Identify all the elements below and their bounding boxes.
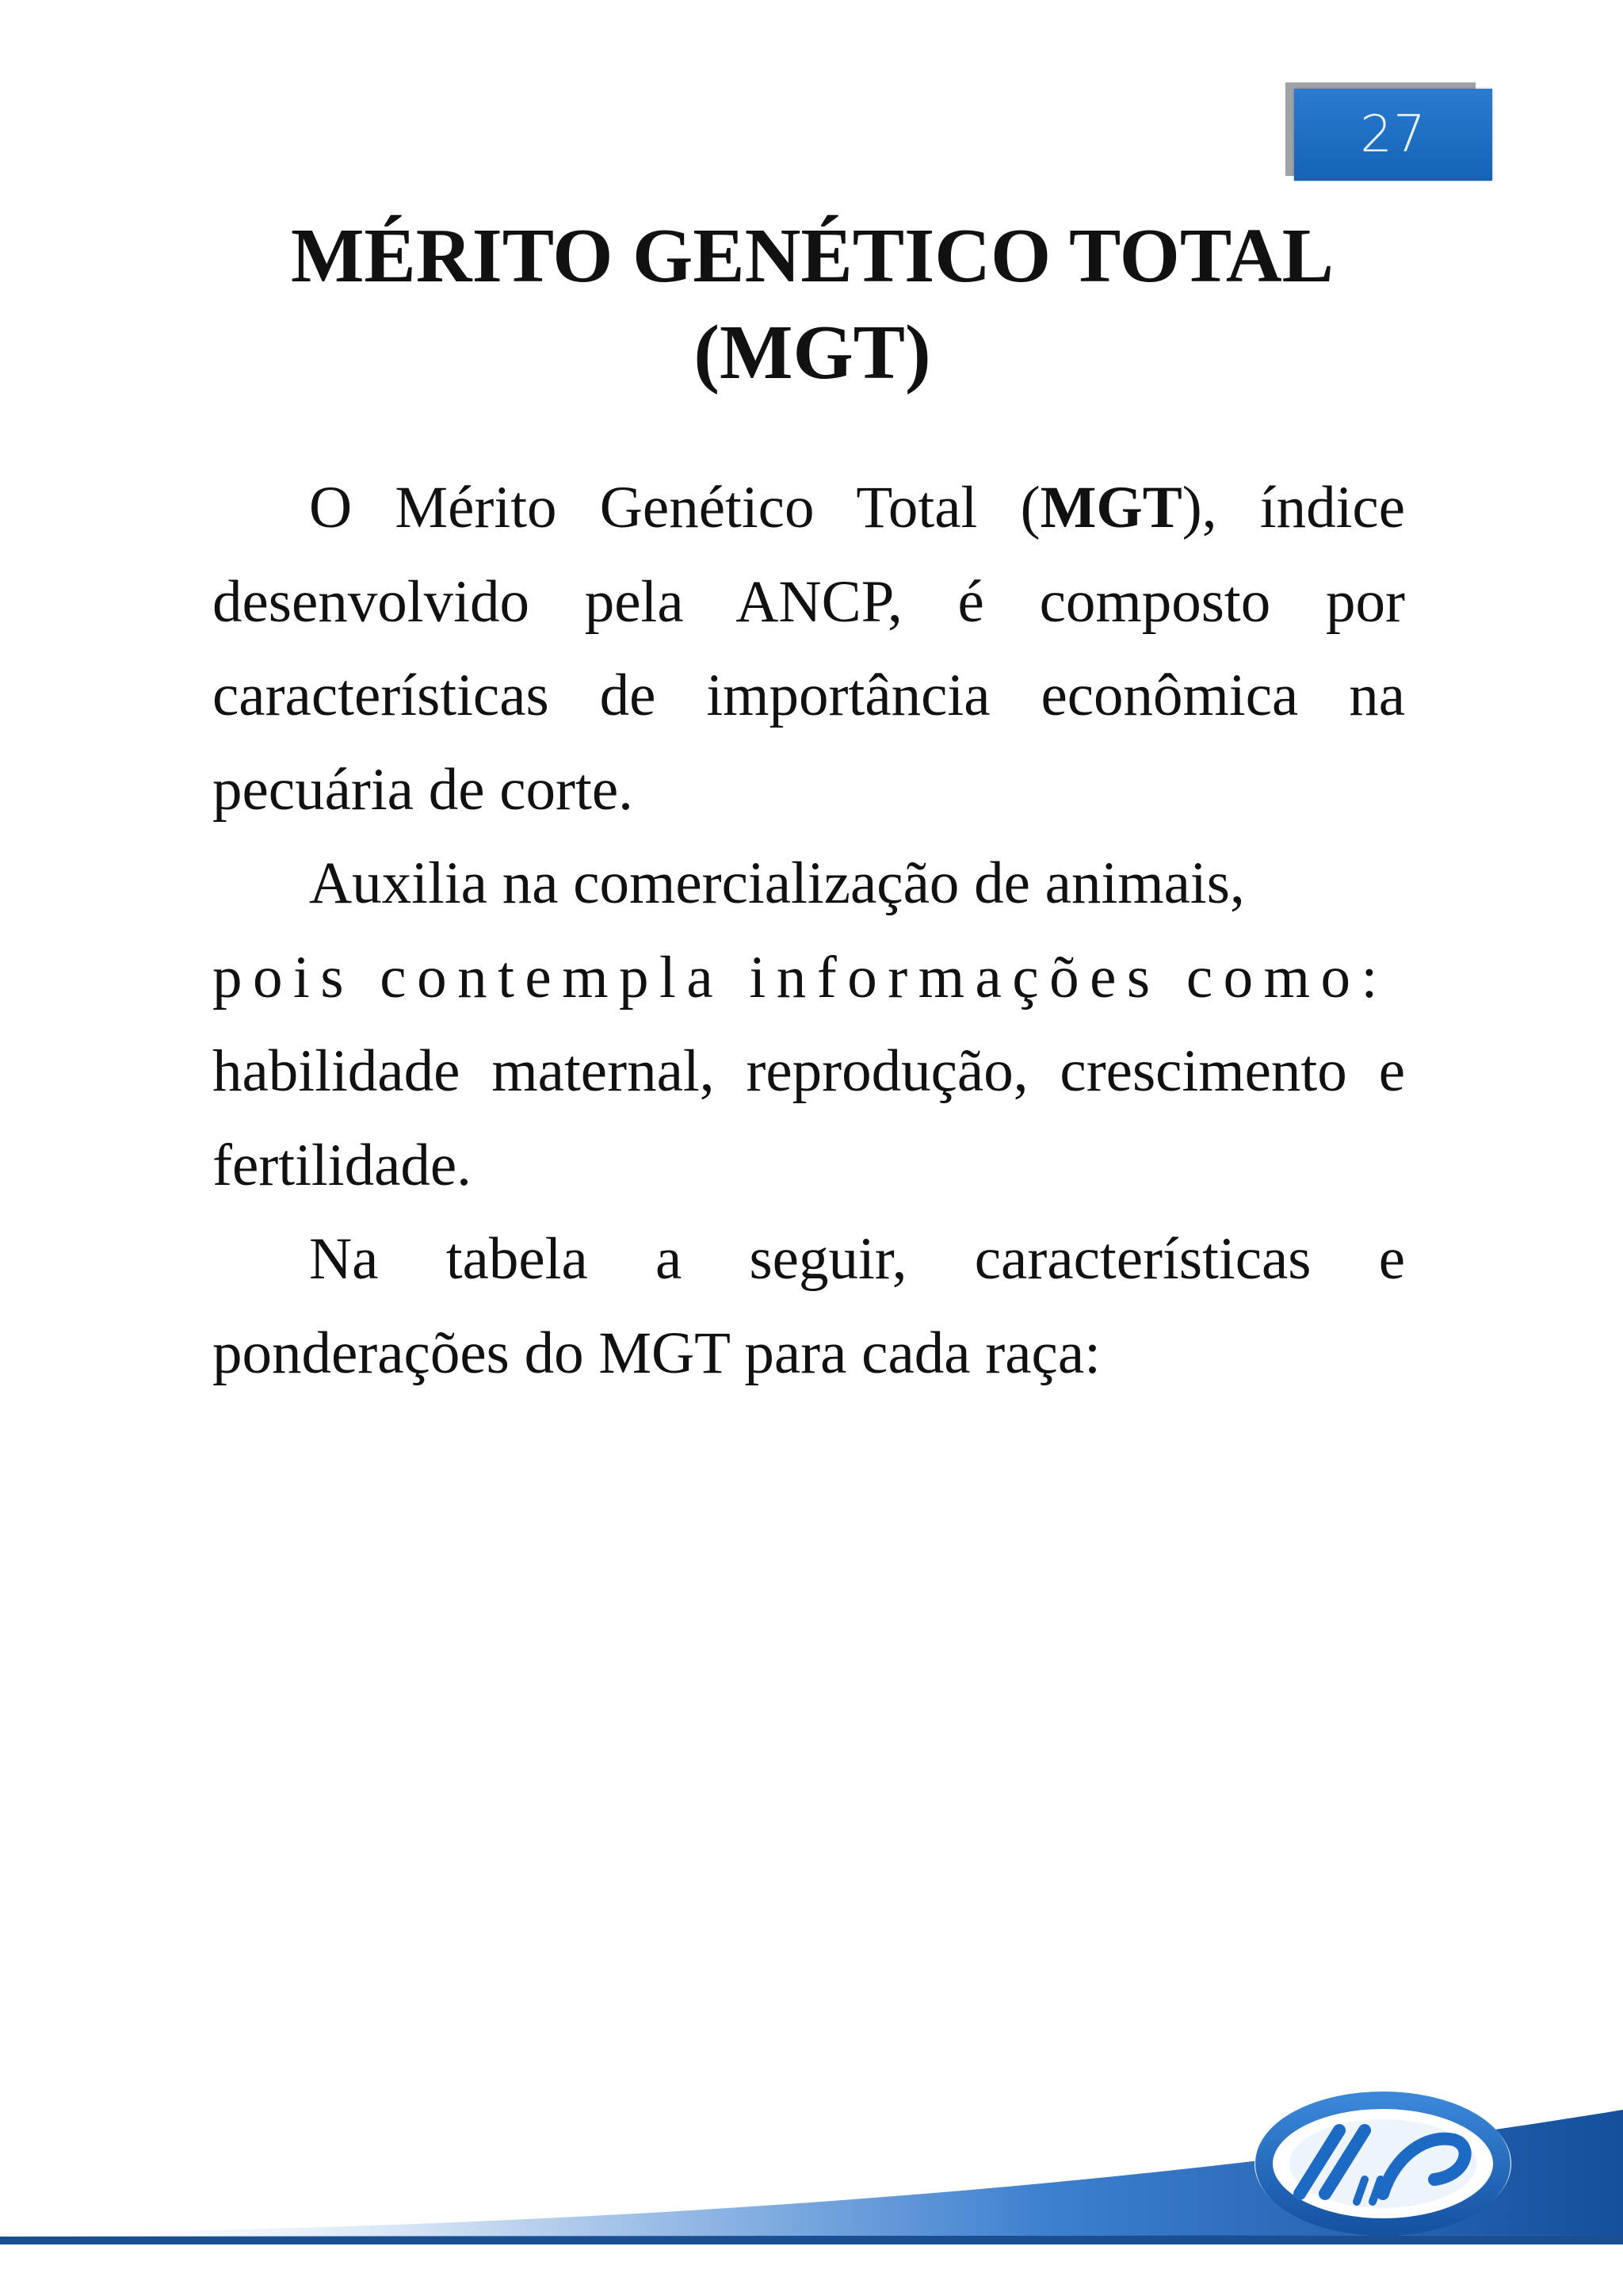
page-number-badge — [1285, 82, 1494, 184]
page-number: 27 — [1360, 105, 1426, 164]
paragraph-3-text: Na tabela a seguir, características e ponderações do MGT para cada raça: — [212, 1226, 1405, 1386]
paragraph-1-start: O Mérito Genético Total ( — [309, 475, 1041, 541]
paragraph-1 — [212, 461, 1405, 837]
paragraph-3 — [212, 1213, 1405, 1400]
footer-swoosh-shadow — [0, 2235, 1623, 2244]
body-text — [212, 461, 1405, 1400]
paragraph-1-bold-term: MGT — [1040, 475, 1182, 541]
page-title-line-1: MÉRITO GENÉTICO TOTAL — [290, 213, 1335, 299]
paragraph-2-line-2: pois contempla informações como: — [212, 944, 1388, 1010]
paragraph-2 — [212, 837, 1405, 1213]
page-title — [174, 208, 1450, 401]
paragraph-2-line-1: Auxilia na comercialização de animais, — [309, 850, 1245, 916]
footer-decoration — [0, 2061, 1623, 2296]
page-title-line-2: (MGT) — [693, 310, 931, 395]
paragraph-1-rest: ), índice desenvolvido pela ANCP, é composto por características de importância econômica na pecuária de corte. — [212, 475, 1405, 823]
paragraph-2-rest: habilidade maternal, reprodução, crescimento e fertilidade. — [212, 1038, 1405, 1198]
ancp-logo-icon — [1254, 2092, 1511, 2235]
